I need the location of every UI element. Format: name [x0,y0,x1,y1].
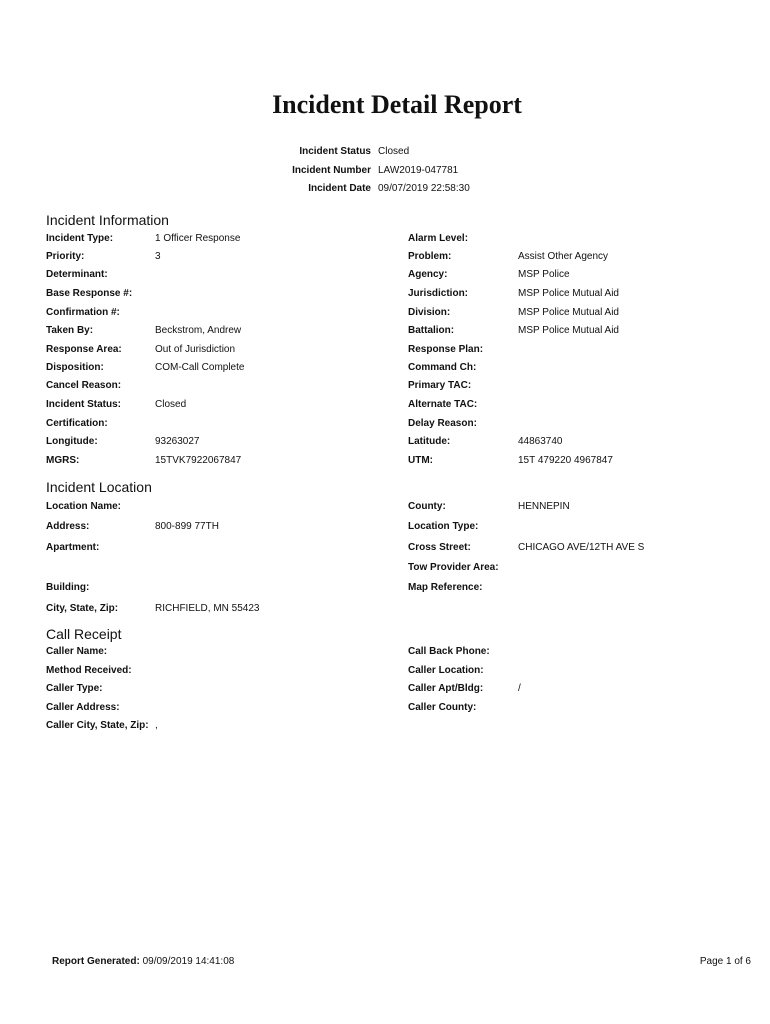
field-label: City, State, Zip: [46,603,119,614]
field-label: Caller Address: [46,702,120,713]
header-value: 09/07/2019 22:58:30 [378,183,470,194]
field-label: Incident Type: [46,233,114,244]
header-label: Incident Date [308,183,371,194]
section-incident-information: Incident Information [46,212,169,228]
field-label: Tow Provider Area: [408,562,499,573]
field-value: MSP Police Mutual Aid [518,325,619,336]
field-label: County: [408,501,446,512]
field-label: Cancel Reason: [46,380,122,391]
field-label: Location Type: [408,521,479,532]
field-value: CHICAGO AVE/12TH AVE S [518,542,645,553]
field-value: 44863740 [518,436,563,447]
field-value: 15T 479220 4967847 [518,455,613,466]
field-label: Location Name: [46,501,122,512]
field-label: Command Ch: [408,362,477,373]
field-label: Determinant: [46,269,108,280]
field-label: Agency: [408,269,448,280]
field-label: Battalion: [408,325,455,336]
field-label: Delay Reason: [408,418,477,429]
field-label: Latitude: [408,436,451,447]
field-label: Base Response #: [46,288,133,299]
field-label: Primary TAC: [408,380,472,391]
field-label: Division: [408,307,451,318]
field-label: Method Received: [46,665,132,676]
header-label: Incident Number [292,165,371,176]
field-value: Out of Jurisdiction [155,344,236,355]
field-label: Priority: [46,251,85,262]
field-label: Address: [46,521,90,532]
field-label: Alarm Level: [408,233,469,244]
field-value: COM-Call Complete [155,362,245,373]
field-label: Response Plan: [408,344,484,355]
field-label: Confirmation #: [46,307,120,318]
field-label: Alternate TAC: [408,399,478,410]
field-label: Caller Name: [46,646,108,657]
field-label: Taken By: [46,325,94,336]
field-label: Response Area: [46,344,122,355]
field-label: Building: [46,582,90,593]
header-row-number [0,165,770,179]
field-value: 93263027 [155,436,200,447]
field-value: MSP Police Mutual Aid [518,288,619,299]
field-value: 800-899 77TH [155,521,219,532]
field-label: Incident Status: [46,399,122,410]
field-label: UTM: [408,455,433,466]
field-value: MSP Police [518,269,570,280]
field-value: , [155,720,158,731]
field-label: Caller Apt/Bldg: [408,683,484,694]
field-label: Problem: [408,251,452,262]
field-label: Caller Location: [408,665,484,676]
field-value: Assist Other Agency [518,251,609,262]
field-label: Certification: [46,418,108,429]
field-label: Jurisdiction: [408,288,469,299]
header-label: Incident Status [299,146,371,157]
report-generated [52,956,234,967]
header-row-date [0,183,770,197]
field-value: RICHFIELD, MN 55423 [155,603,260,614]
field-value: MSP Police Mutual Aid [518,307,619,318]
field-value: 3 [155,251,161,262]
field-value: Closed [155,399,187,410]
report-title: Incident Detail Report [272,90,522,119]
field-label: Call Back Phone: [408,646,490,657]
field-label: Caller City, State, Zip: [46,720,149,731]
field-value: Beckstrom, Andrew [155,325,242,336]
field-value: HENNEPIN [518,501,570,512]
section-incident-location: Incident Location [46,479,152,495]
field-label: Apartment: [46,542,100,553]
field-label: Map Reference: [408,582,483,593]
report-generated-value: 09/09/2019 14:41:08 [142,956,235,967]
header-value: Closed [378,146,410,157]
field-label: Cross Street: [408,542,471,553]
field-value: 1 Officer Response [155,233,241,244]
field-label: Caller Type: [46,683,103,694]
field-label: MGRS: [46,455,80,466]
field-label: Disposition: [46,362,104,373]
report-generated-label: Report Generated: [52,956,140,967]
header-row-status [0,146,770,160]
page-number: Page 1 of 6 [699,956,751,967]
field-label: Longitude: [46,436,98,447]
section-call-receipt: Call Receipt [46,626,122,642]
field-value: 15TVK7922067847 [155,455,242,466]
field-label: Caller County: [408,702,477,713]
header-value: LAW2019-047781 [378,165,459,176]
field-value: / [518,683,521,694]
